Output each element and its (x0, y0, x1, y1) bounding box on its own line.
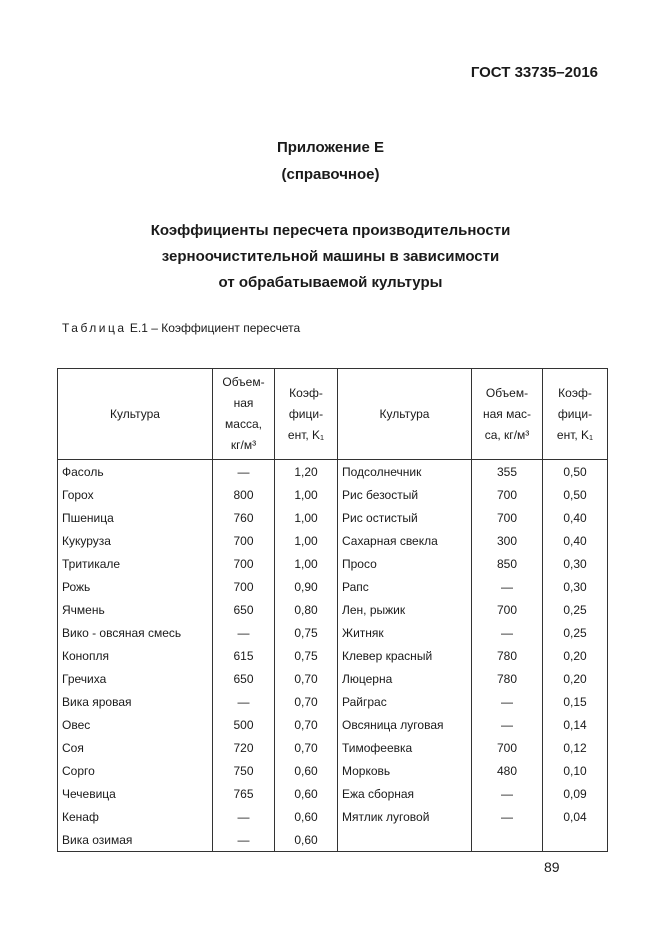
crop-cell: Мятлик луговой (338, 805, 472, 828)
crop-cell: Ячмень (58, 598, 213, 621)
header-line: фици- (557, 406, 593, 421)
density-cell: — (472, 782, 543, 805)
density-cell: 700 (213, 529, 275, 552)
annex-subtitle: (справочное) (281, 166, 380, 183)
density-cell: — (472, 713, 543, 736)
density-cell: 800 (213, 483, 275, 506)
crop-cell: Рис безостый (338, 483, 472, 506)
coefficient-cell: 0,30 (543, 552, 608, 575)
density-cell: 720 (213, 736, 275, 759)
table-row (58, 805, 608, 828)
section-title (0, 218, 661, 296)
table-row (58, 460, 608, 484)
coefficient-cell: 0,10 (543, 759, 608, 782)
coefficient-cell: 0,90 (275, 575, 338, 598)
density-cell: 700 (472, 598, 543, 621)
coefficient-cell: 0,50 (543, 460, 608, 484)
coefficient-cell: 0,75 (275, 621, 338, 644)
density-cell: — (213, 690, 275, 713)
coefficient-cell: 0,70 (275, 713, 338, 736)
crop-cell: Кенаф (58, 805, 213, 828)
annex-title: Приложение Е (276, 139, 385, 156)
density-cell: 765 (213, 782, 275, 805)
coefficient-cell: 0,40 (543, 506, 608, 529)
crop-cell: Рапс (338, 575, 472, 598)
section-title-line: Коэффициенты пересчета производительности (150, 222, 511, 239)
coefficient-cell: 0,12 (543, 736, 608, 759)
coefficient-cell: 0,60 (275, 828, 338, 852)
crop-cell: Житняк (338, 621, 472, 644)
table-body (58, 460, 608, 852)
crop-cell (338, 828, 472, 852)
table-caption (62, 321, 300, 335)
crop-cell: Клевер красный (338, 644, 472, 667)
crop-cell: Рожь (58, 575, 213, 598)
density-cell: 780 (472, 667, 543, 690)
table-row (58, 736, 608, 759)
density-cell: — (213, 460, 275, 484)
crop-cell: Вико - овсяная смесь (58, 621, 213, 644)
coefficient-cell: 0,70 (275, 690, 338, 713)
coefficient-cell: 0,70 (275, 736, 338, 759)
coefficient-cell: 0,70 (275, 667, 338, 690)
density-cell: 650 (213, 667, 275, 690)
header-line: са, кг/м³ (484, 427, 530, 442)
coefficient-cell: 1,00 (275, 506, 338, 529)
crop-cell: Чечевица (58, 782, 213, 805)
coefficient-cell: 1,00 (275, 483, 338, 506)
density-cell: 700 (472, 736, 543, 759)
crop-cell: Тимофеевка (338, 736, 472, 759)
coefficient-cell: 0,04 (543, 805, 608, 828)
density-cell: 750 (213, 759, 275, 782)
section-title-line: зерноочистительной машины в зависимости (161, 248, 500, 265)
crop-cell: Горох (58, 483, 213, 506)
header-density-right (472, 369, 543, 460)
crop-cell: Овес (58, 713, 213, 736)
crop-cell: Люцерна (338, 667, 472, 690)
crop-cell: Ежа сборная (338, 782, 472, 805)
table-row (58, 529, 608, 552)
header-crop-left: Культура (58, 369, 213, 460)
crop-cell: Сорго (58, 759, 213, 782)
coefficient-cell: 0,09 (543, 782, 608, 805)
crop-cell: Тритикале (58, 552, 213, 575)
crop-cell: Фасоль (58, 460, 213, 484)
density-cell: — (472, 805, 543, 828)
header-line: ент, K₁ (556, 427, 594, 442)
table-row (58, 552, 608, 575)
crop-cell: Соя (58, 736, 213, 759)
density-cell: — (472, 621, 543, 644)
coefficient-cell: 0,60 (275, 805, 338, 828)
table-row (58, 575, 608, 598)
density-cell: — (213, 828, 275, 852)
coefficient-cell: 1,20 (275, 460, 338, 484)
table-caption-text: Е.1 – Коэффициент пересчета (129, 321, 301, 335)
header-coef-right (543, 369, 608, 460)
density-cell: 700 (472, 506, 543, 529)
coefficient-cell: 0,20 (543, 644, 608, 667)
density-cell: 700 (213, 575, 275, 598)
crop-cell: Овсяница луговая (338, 713, 472, 736)
coefficient-cell: 0,50 (543, 483, 608, 506)
header-line: фици- (288, 406, 324, 421)
table-header-row (58, 369, 608, 460)
coefficient-cell: 0,40 (543, 529, 608, 552)
coefficient-cell: 0,25 (543, 621, 608, 644)
header-line: кг/м³ (230, 438, 257, 452)
table-row (58, 782, 608, 805)
table-row (58, 644, 608, 667)
density-cell: — (472, 575, 543, 598)
density-cell: 615 (213, 644, 275, 667)
density-cell: 480 (472, 759, 543, 782)
crop-cell: Просо (338, 552, 472, 575)
table-row (58, 506, 608, 529)
crop-cell: Лен, рыжик (338, 598, 472, 621)
coefficient-cell: 0,15 (543, 690, 608, 713)
coefficient-cell: 0,25 (543, 598, 608, 621)
table-row (58, 483, 608, 506)
header-line: масса, (225, 417, 262, 431)
coefficient-cell: 1,00 (275, 529, 338, 552)
section-title-line: от обрабатываемой культуры (218, 274, 443, 291)
crop-cell: Рис остистый (338, 506, 472, 529)
crop-cell: Вика яровая (58, 690, 213, 713)
crop-cell: Подсолнечник (338, 460, 472, 484)
crop-cell: Пшеница (58, 506, 213, 529)
coefficient-cell: 0,60 (275, 759, 338, 782)
density-cell: — (213, 621, 275, 644)
page-number: 89 (544, 859, 560, 875)
density-cell: 850 (472, 552, 543, 575)
header-line: ная (233, 396, 254, 410)
density-cell: — (213, 805, 275, 828)
table-caption-word: Таблица (62, 321, 127, 335)
table-row (58, 598, 608, 621)
density-cell: 700 (472, 483, 543, 506)
coefficient-cell: 0,60 (275, 782, 338, 805)
table-row (58, 621, 608, 644)
header-line: Коэф- (289, 385, 323, 400)
header-line: Объем- (485, 385, 529, 400)
header-line: Коэф- (558, 385, 592, 400)
table-row (58, 667, 608, 690)
crop-cell: Конопля (58, 644, 213, 667)
document-code: ГОСТ 33735–2016 (470, 64, 598, 81)
crop-cell: Морковь (338, 759, 472, 782)
crop-cell: Вика озимая (58, 828, 213, 852)
coefficient-cell (543, 828, 608, 852)
header-line: Объем- (222, 375, 265, 389)
header-coef-left (275, 369, 338, 460)
header-crop-right: Культура (338, 369, 472, 460)
header-line: ная мас- (482, 406, 532, 421)
coefficient-table (57, 368, 608, 852)
density-cell: 500 (213, 713, 275, 736)
table-row (58, 759, 608, 782)
coefficient-cell: 0,30 (543, 575, 608, 598)
crop-cell: Гречиха (58, 667, 213, 690)
density-cell: 300 (472, 529, 543, 552)
table-row (58, 690, 608, 713)
density-cell: 650 (213, 598, 275, 621)
crop-cell: Сахарная свекла (338, 529, 472, 552)
density-cell: 760 (213, 506, 275, 529)
density-cell: 700 (213, 552, 275, 575)
density-cell: 355 (472, 460, 543, 484)
header-line: ент, K₁ (287, 427, 325, 442)
crop-cell: Кукуруза (58, 529, 213, 552)
coefficient-cell: 0,80 (275, 598, 338, 621)
table-row (58, 828, 608, 852)
coefficient-cell: 1,00 (275, 552, 338, 575)
density-cell: — (472, 690, 543, 713)
coefficient-cell: 0,75 (275, 644, 338, 667)
coefficient-cell: 0,20 (543, 667, 608, 690)
table-row (58, 713, 608, 736)
density-cell (472, 828, 543, 852)
coefficient-cell: 0,14 (543, 713, 608, 736)
density-cell: 780 (472, 644, 543, 667)
crop-cell: Райграс (338, 690, 472, 713)
header-density-left (213, 369, 275, 460)
